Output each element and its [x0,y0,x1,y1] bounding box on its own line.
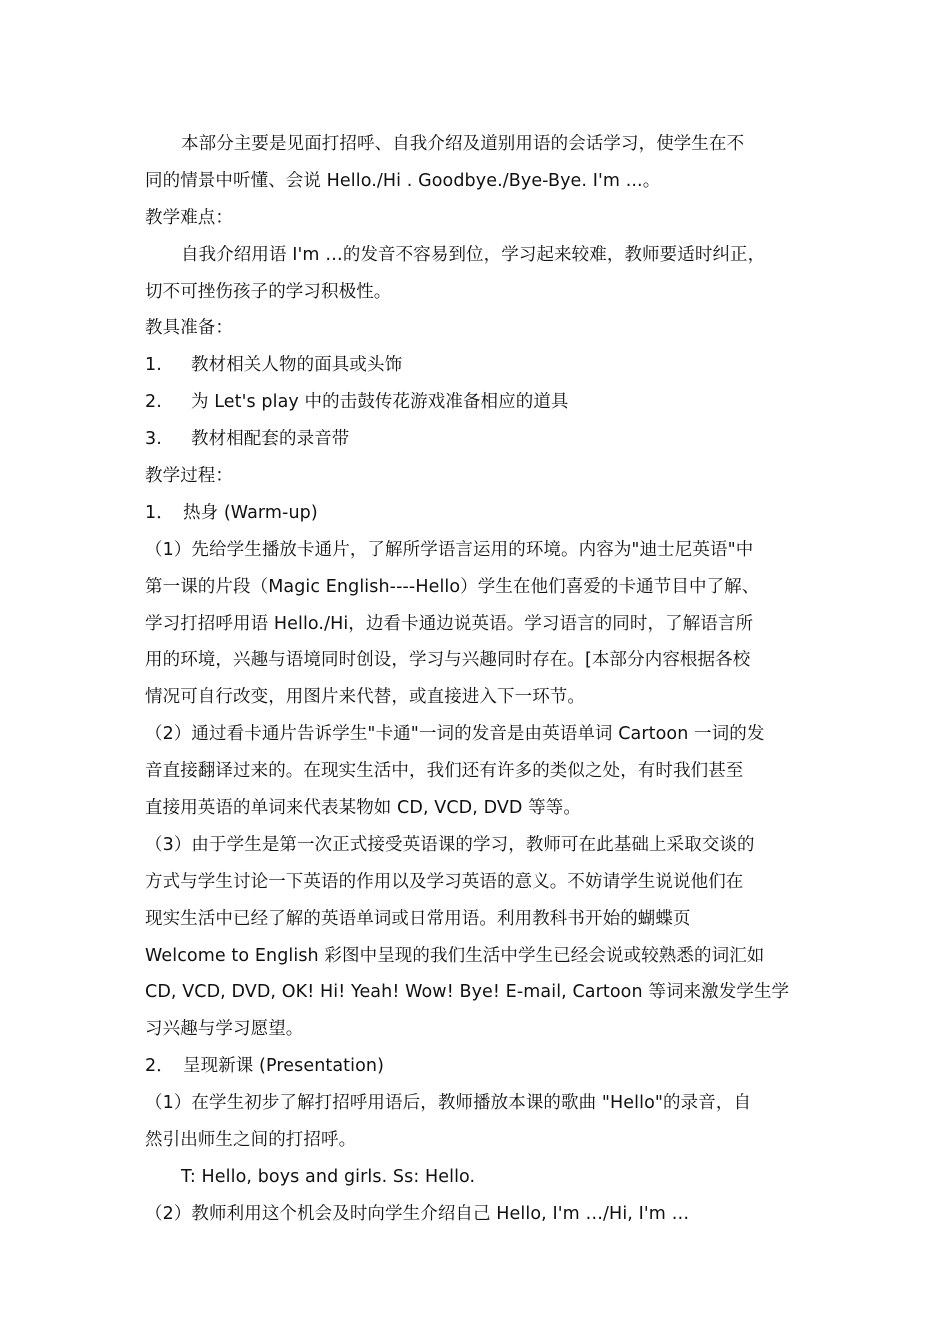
paragraph-line [145,753,815,790]
dialogue-text: T: Hello, boys and girls. Ss: Hello. [181,1166,476,1187]
line-text: CD, VCD, DVD, OK! Hi! Yeah! Wow! Bye! E-mail, Cartoon 等词来激发学生学 [145,982,790,1003]
paragraph-line [145,901,815,938]
line-text: 同的情景中听懂、会说 Hello./Hi . Goodbye./Bye-Bye. I'm ...。 [145,170,661,191]
line-text: Welcome to English 彩图中呈现的我们生活中学生已经会说或较熟悉的词汇如 [145,945,765,966]
line-text: 本部分主要是见面打招呼、自我介绍及道别用语的会话学习，使学生在不 [181,134,745,154]
paragraph-line [145,1011,815,1048]
paragraph-line [145,790,815,827]
heading-text: 教学难点： [145,207,233,228]
paragraph-line [145,274,815,311]
step-heading [145,1048,815,1085]
line-text: 然引出师生之间的打招呼。 [145,1130,357,1151]
step-number: 2． [145,1056,174,1077]
step-text: 呈现新课 (Presentation) [183,1056,385,1077]
line-text: （1）先给学生播放卡通片，了解所学语言运用的环境。内容为"迪士尼英语"中 [145,539,754,560]
paragraph-line [145,606,815,643]
line-text: 第一课的片段（Magic English----Hello）学生在他们喜爱的卡通节目中了解、 [145,576,760,597]
line-text: 直接用英语的单词来代表某物如 CD, VCD, DVD 等等。 [145,798,581,819]
section-heading-process [145,458,815,495]
paragraph-line [145,1085,815,1122]
paragraph-line [145,716,815,753]
dialogue-line [145,1159,815,1196]
section-heading-difficulties [145,200,815,237]
step-number: 1． [145,502,174,523]
list-text: 为 Let's play 中的击鼓传花游戏准备相应的道具 [191,392,569,413]
line-text: 用的环境，兴趣与语境同时创设，学习与兴趣同时存在。[本部分内容根据各校 [145,650,751,671]
line-text: （2）教师利用这个机会及时向学生介绍自己 Hello, I'm …/Hi, I'm … [145,1203,690,1224]
step-text: 热身 (Warm-up) [183,502,318,523]
line-text: 方式与学生讨论一下英语的作用以及学习英语的意义。不妨请学生说说他们在 [145,871,744,892]
paragraph-line [145,569,815,606]
line-text: 切不可挫伤孩子的学习积极性。 [145,281,392,302]
line-text: （3）由于学生是第一次正式接受英语课的学习，教师可在此基础上采取交谈的 [145,834,755,855]
paragraph-line [145,827,815,864]
list-item [145,347,815,384]
list-item [145,384,815,421]
list-number: 1. [145,355,162,376]
list-item [145,421,815,458]
heading-text: 教具准备： [145,318,233,339]
paragraph-line [145,679,815,716]
step-heading [145,495,815,532]
list-number: 2. [145,392,162,413]
paragraph-line [145,642,815,679]
paragraph-line [145,938,815,975]
line-text: 自我介绍用语 I'm …的发音不容易到位，学习起来较难，教师要适时纠正， [181,244,766,265]
section-heading-materials [145,310,815,347]
line-text: 情况可自行改变，用图片来代替，或直接进入下一环节。 [145,687,585,708]
line-text: （1）在学生初步了解打招呼用语后，教师播放本课的歌曲 "Hello"的录音，自 [145,1093,752,1114]
paragraph-line [145,237,815,274]
paragraph-line [145,163,815,200]
line-text: 音直接翻译过来的。在现实生活中，我们还有许多的类似之处，有时我们甚至 [145,761,744,782]
line-text: 习兴趣与学习愿望。 [145,1019,304,1040]
paragraph-line [145,126,815,163]
paragraph-line [145,974,815,1011]
line-text: 学习打招呼用语 Hello./Hi，边看卡通边说英语。学习语言的同时，了解语言所 [145,613,754,634]
paragraph-line [145,1122,815,1159]
paragraph-line [145,864,815,901]
paragraph-line [145,532,815,569]
list-text: 教材相关人物的面具或头饰 [191,355,403,376]
line-text: （2）通过看卡通片告诉学生"卡通"一词的发音是由英语单词 Cartoon 一词的发 [145,724,765,745]
list-text: 教材相配套的录音带 [191,429,350,450]
paragraph-line [145,1196,815,1233]
heading-text: 教学过程： [145,466,233,487]
list-number: 3. [145,429,162,450]
document-body [145,126,815,1233]
line-text: 现实生活中已经了解的英语单词或日常用语。利用教科书开始的蝴蝶页 [145,908,691,929]
